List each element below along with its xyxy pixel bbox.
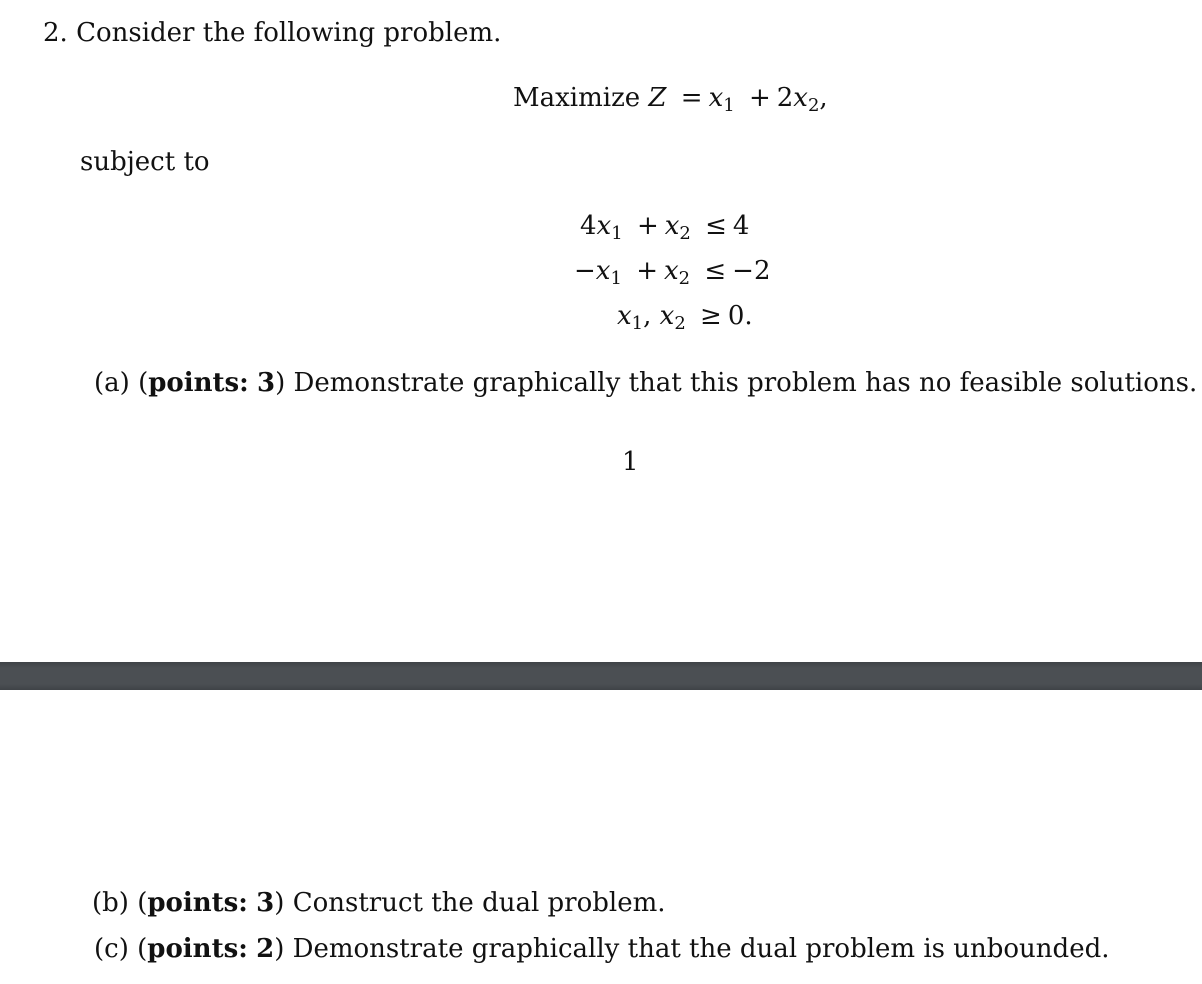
pdf-page-2 — [0, 690, 1202, 984]
constraint-1 — [580, 210, 749, 242]
objective-equals: = — [680, 83, 703, 113]
constraint-1-sub2: 2 — [679, 223, 691, 244]
objective-sub2: 2 — [807, 95, 820, 116]
objective-plus: + — [748, 83, 771, 113]
part-c-points — [137, 934, 284, 964]
objective-coef2: 2 — [776, 83, 794, 113]
constraint-1-plus: + — [636, 211, 659, 241]
part-c — [94, 933, 1110, 965]
part-c-label: (c) — [94, 934, 129, 964]
objective-var2: x — [793, 83, 808, 113]
part-c-points-open: ( — [137, 934, 148, 964]
part-b-label: (b) — [92, 888, 129, 918]
constraint-2 — [574, 255, 771, 287]
constraint-2-var1: x — [595, 256, 611, 286]
part-c-text: Demonstrate graphically that the dual problem is unbounded. — [292, 934, 1110, 964]
problem-intro: Consider the following problem. — [76, 18, 502, 48]
page-number: 1 — [622, 447, 639, 477]
part-a-points-open: ( — [138, 368, 149, 398]
part-a-points — [138, 368, 285, 398]
constraint-1-sub1: 1 — [611, 223, 623, 244]
constraint-1-var2: x — [664, 211, 680, 241]
constraint-3-sub2: 2 — [674, 313, 686, 334]
page-separator — [0, 662, 1202, 690]
constraint-2-neg: − — [574, 256, 596, 286]
constraint-2-rel: ≤ — [704, 256, 727, 286]
part-b-points — [137, 888, 284, 918]
objective-lhs: Z — [648, 83, 667, 113]
constraint-2-var2: x — [663, 256, 679, 286]
part-a — [94, 367, 1197, 399]
constraint-3-var2: x — [659, 301, 675, 331]
part-c-points-close: ) — [274, 934, 285, 964]
constraint-1-rhs: 4 — [732, 211, 750, 241]
constraint-3-var1: x — [617, 301, 632, 331]
part-b-points-value: 3 — [256, 888, 275, 918]
objective-end: , — [819, 83, 828, 113]
objective-sub1: 1 — [723, 95, 735, 116]
constraint-3-rel: ≥ — [700, 301, 722, 331]
constraint-1-rel: ≤ — [705, 211, 727, 241]
problem-number: 2. — [43, 18, 68, 48]
part-b-points-open: ( — [137, 888, 148, 918]
constraint-2-sub1: 1 — [610, 268, 622, 289]
constraint-1-var1: x — [596, 211, 612, 241]
problem-heading — [43, 17, 501, 49]
constraint-3-sub1: 1 — [631, 313, 644, 334]
subject-to: subject to — [80, 147, 210, 177]
part-b-points-close: ) — [274, 888, 285, 918]
constraint-1-coef1: 4 — [580, 211, 597, 241]
part-a-points-value: 3 — [257, 368, 276, 398]
part-b-points-word: points: — [147, 888, 248, 918]
constraint-2-sub2: 2 — [678, 268, 691, 289]
part-a-points-word: points: — [148, 368, 249, 398]
constraint-2-rhs: −2 — [732, 256, 771, 286]
constraint-2-plus: + — [636, 256, 658, 286]
constraint-3-comma: , — [643, 301, 652, 331]
objective-word: Maximize — [513, 83, 641, 113]
part-b — [92, 887, 666, 919]
part-c-points-word: points: — [147, 934, 248, 964]
part-b-text: Construct the dual problem. — [292, 888, 666, 918]
constraint-nonnegativity — [617, 300, 753, 332]
part-a-label: (a) — [94, 368, 130, 398]
part-a-text: Demonstrate graphically that this problem has no feasible solutions. — [293, 368, 1198, 398]
objective-var1: x — [708, 83, 724, 113]
part-c-points-value: 2 — [256, 934, 275, 964]
objective-function — [513, 82, 828, 114]
part-a-points-close: ) — [275, 368, 286, 398]
constraint-3-rhs: 0. — [727, 301, 753, 331]
